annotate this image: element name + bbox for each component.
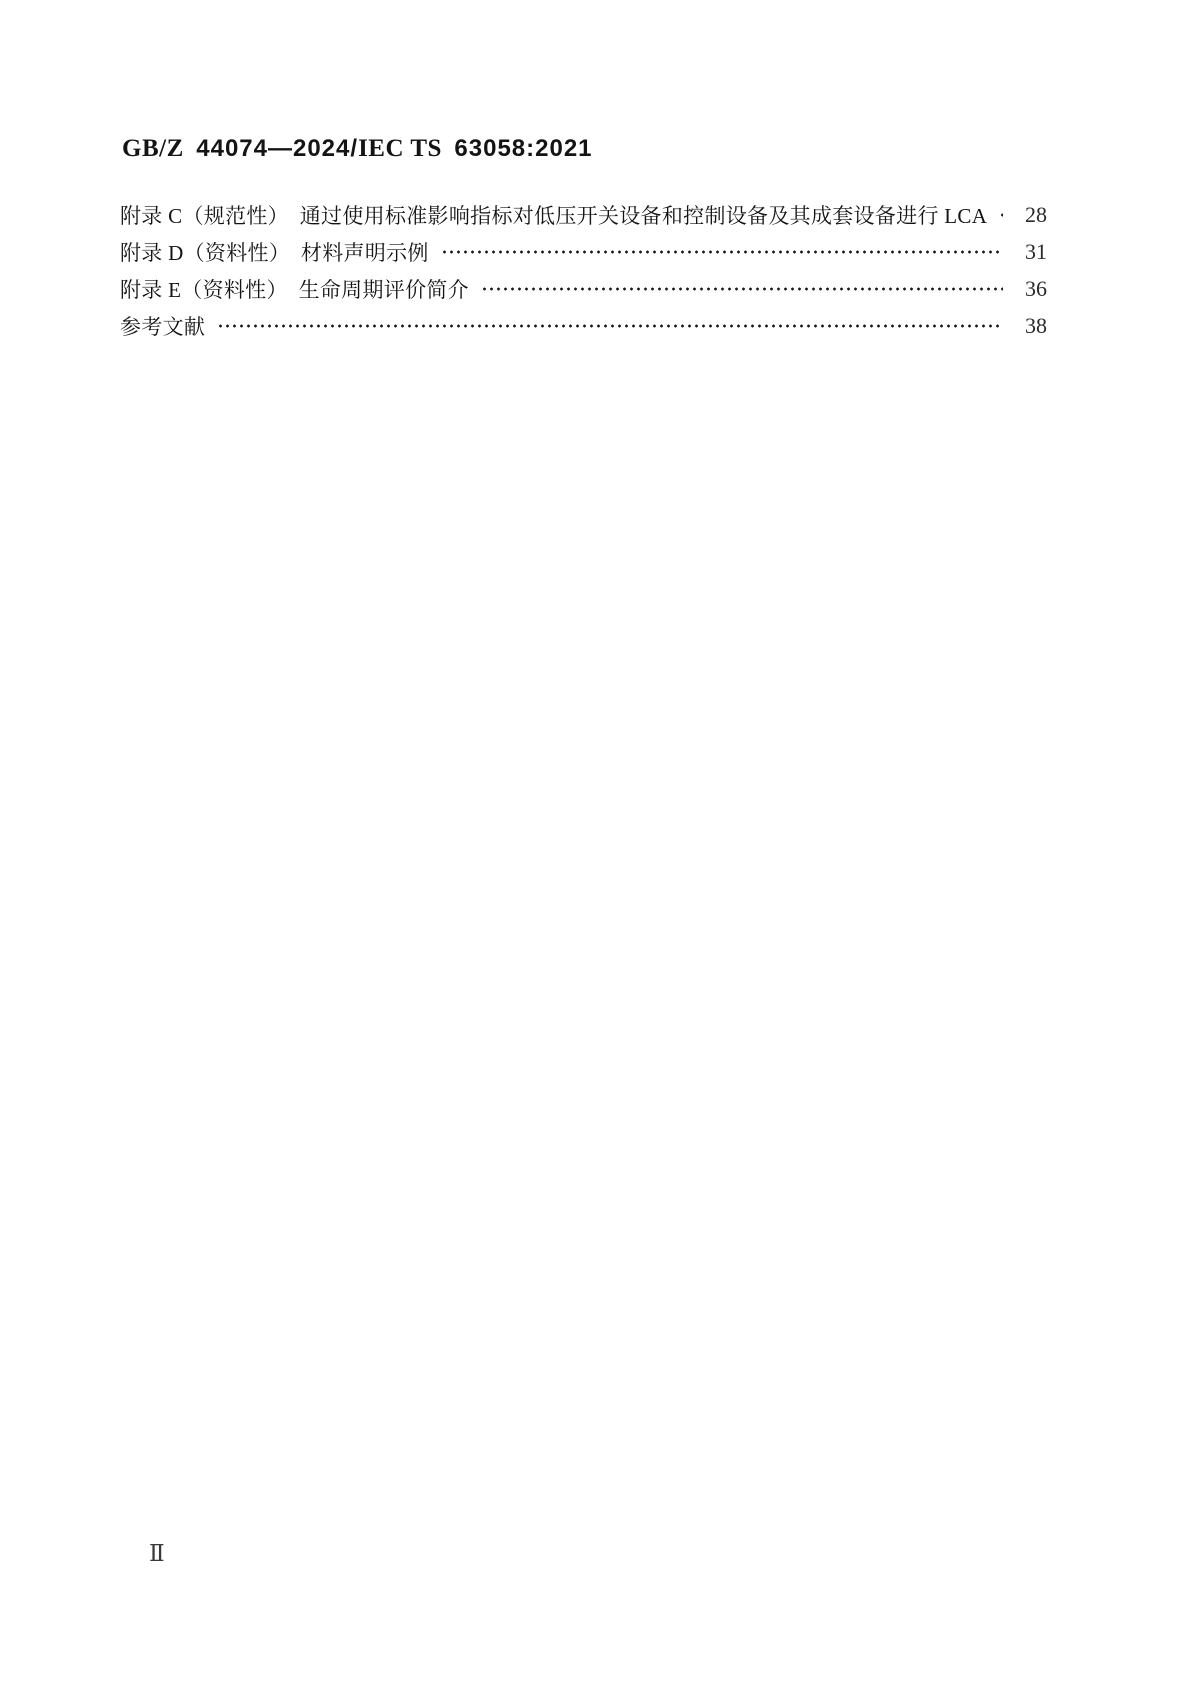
toc-page-number: 31 [1025,238,1047,264]
table-of-contents [120,196,1047,344]
toc-entry [120,196,1047,233]
toc-dot-leader [217,307,1003,344]
toc-entry-label: 附录 E（资料性） 生命周期评价简介 [120,277,469,302]
document-header [122,134,593,164]
toc-page-number: 38 [1025,312,1047,338]
toc-entry [120,233,1047,270]
toc-entry-label: 参考文献 [120,314,206,339]
page-number-footer: Ⅱ [149,1541,165,1567]
toc-page-number: 36 [1025,275,1047,301]
standard-number-gb: 44074—2024 [196,135,351,162]
toc-entry [120,270,1047,307]
toc-page-number: 28 [1025,201,1047,227]
toc-dot-leader [441,233,1003,270]
toc-entry-label: 附录 D（资料性） 材料声明示例 [120,240,429,265]
toc-dot-leader [481,270,1003,307]
toc-dot-leader [999,196,1003,233]
standard-number-iec: 63058:2021 [454,135,593,162]
standard-separator: / [350,135,359,162]
standard-code-gb: GB/Z [122,135,184,162]
toc-entry-label: 附录 C（规范性） 通过使用标准影响指标对低压开关设备和控制设备及其成套设备进行 LCA [120,203,988,228]
standard-code-iec: IEC TS [358,135,442,162]
toc-entry [120,307,1047,344]
